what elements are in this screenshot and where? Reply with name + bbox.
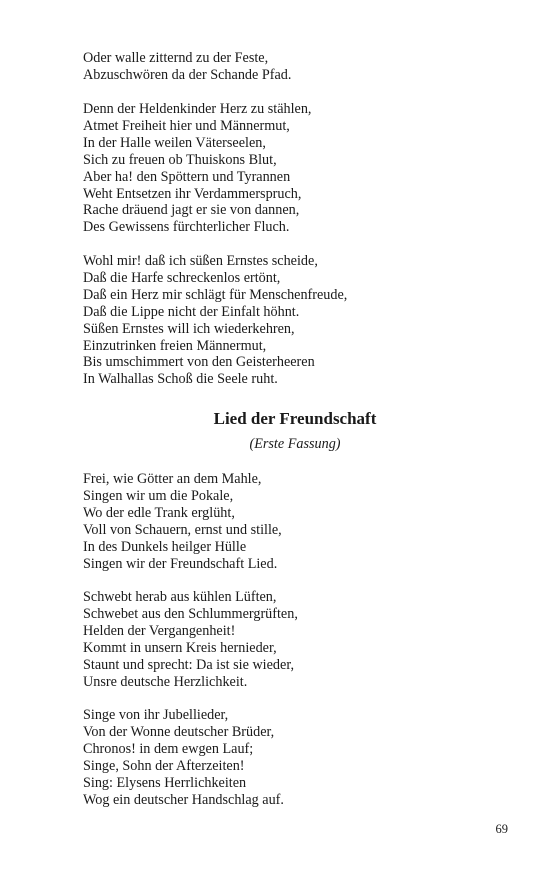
poem1-stanza-1 [83,50,291,84]
verse-line: Weht Entsetzen ihr Verdammerspruch, [83,185,302,202]
verse-line: Daß die Harfe schreckenlos ertönt, [83,269,281,286]
verse-line: Daß die Lippe nicht der Einfalt höhnt. [83,303,300,320]
verse-line: Voll von Schauern, ernst und stille, [83,521,282,538]
verse-line: Atmet Freiheit hier und Männermut, [83,117,290,134]
verse-line: Einzutrinken freien Männermut, [83,337,267,354]
verse-line: Singen wir um die Pokale, [83,487,234,504]
poem1-stanza-3 [83,253,347,388]
verse-line: Abzuschwören da der Schande Pfad. [83,66,292,83]
verse-line: Kommt in unsern Kreis hernieder, [83,639,277,656]
verse-line: Singe, Sohn der Afterzeiten! [83,757,245,774]
verse-line: Bis umschimmert von den Geisterheeren [83,354,315,371]
verse-line: In Walhallas Schoß die Seele ruht. [83,371,278,388]
verse-line: Von der Wonne deutscher Brüder, [83,723,275,740]
verse-line: Schwebet aus den Schlummergrüften, [83,605,298,622]
verse-line: Denn der Heldenkinder Herz zu stählen, [83,101,312,117]
verse-line: In des Dunkels heilger Hülle [83,538,247,555]
verse-line: Rache dräuend jagt er sie von dannen, [83,202,300,219]
verse-line: Helden der Vergangenheit! [83,622,236,639]
poem1-stanza-2 [83,101,311,236]
page-number: 69 [495,822,508,836]
verse-line: Wog ein deutscher Handschlag auf. [83,791,284,808]
verse-line: Singen wir der Freundschaft Lied. [83,555,278,572]
poem2-stanza-2 [83,589,298,690]
verse-line: Schwebt herab aus kühlen Lüften, [83,589,277,605]
verse-line: Wo der edle Trank erglüht, [83,504,235,521]
poem2-stanza-1 [83,471,282,572]
verse-line: Frei, wie Götter an dem Mahle, [83,471,262,487]
verse-line: Des Gewissens fürchterlicher Fluch. [83,219,290,236]
verse-line: Sich zu freuen ob Thuiskons Blut, [83,151,277,168]
verse-line: Wohl mir! daß ich süßen Ernstes scheide, [83,253,318,269]
verse-line: Sing: Elysens Herrlichkeiten [83,774,247,791]
verse-line: Staunt und sprecht: Da ist sie wieder, [83,656,295,673]
verse-line: Singe von ihr Jubellieder, [83,707,229,723]
verse-line: Aber ha! den Spöttern und Tyrannen [83,168,291,185]
poem2-stanza-3 [83,707,284,808]
verse-line: Oder walle zitternd zu der Feste, [83,50,269,66]
poem-title: Lied der Freundschaft [213,409,377,428]
verse-line: Daß ein Herz mir schlägt für Menschenfreude, [83,286,348,303]
poem-subtitle: (Erste Fassung) [249,436,341,452]
verse-line: In der Halle weilen Väterseelen, [83,134,266,151]
verse-line: Unsre deutsche Herzlichkeit. [83,673,248,690]
verse-line: Süßen Ernstes will ich wiederkehren, [83,320,295,337]
verse-line: Chronos! in dem ewgen Lauf; [83,740,254,757]
